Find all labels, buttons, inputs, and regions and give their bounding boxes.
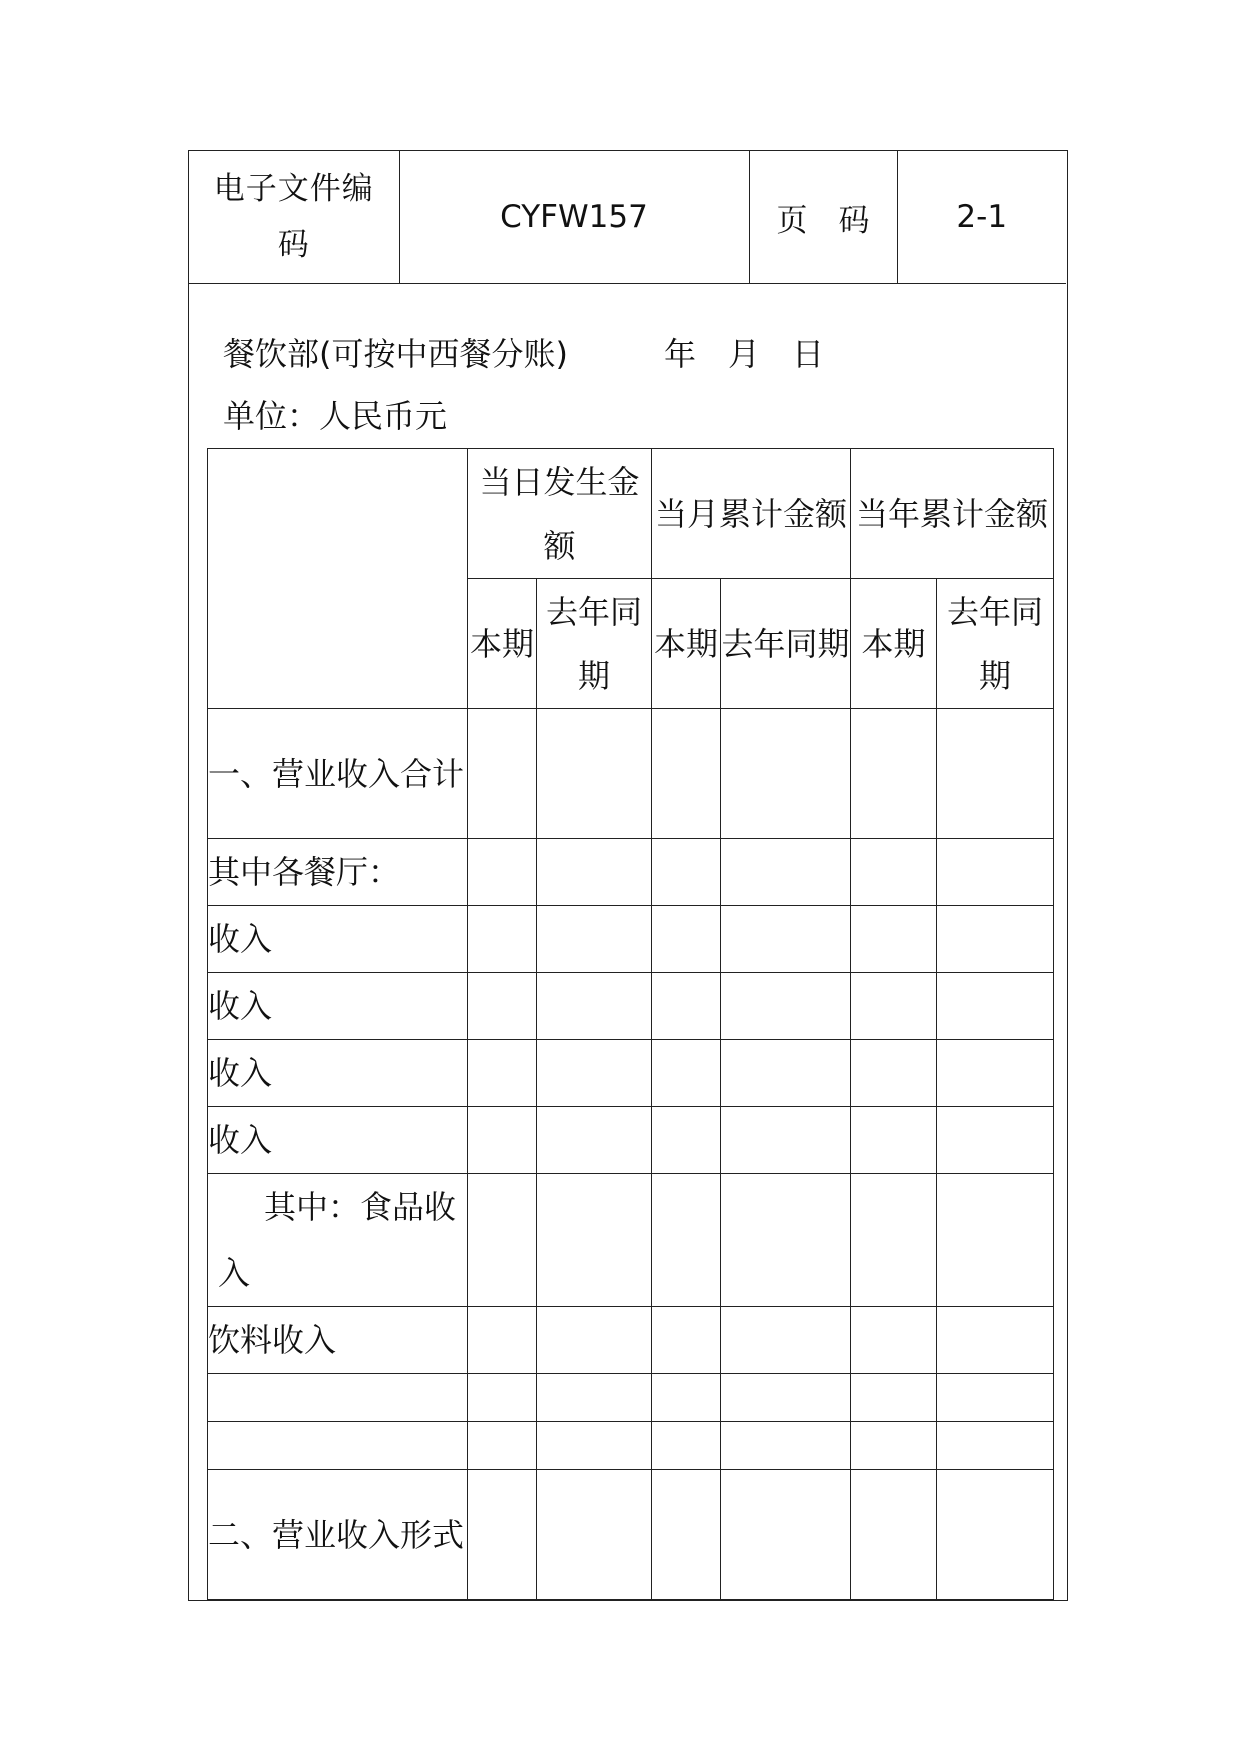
date-fields: 年 月 日 [663, 335, 824, 373]
data-cell [537, 839, 652, 906]
col-group-daily: 当日发生金额 [468, 449, 652, 579]
data-cell [537, 1107, 652, 1174]
data-cell [721, 1374, 851, 1422]
data-cell [468, 973, 537, 1040]
data-cell [652, 1174, 721, 1307]
file-code-label: 电子文件编码 [213, 171, 374, 263]
data-cell [652, 1107, 721, 1174]
data-cell [937, 1107, 1054, 1174]
data-cell [468, 1374, 537, 1422]
corner-header-cell [208, 449, 468, 709]
data-cell [468, 1470, 537, 1600]
table-row [208, 1107, 1054, 1174]
data-cell [721, 839, 851, 906]
document-header-table [189, 151, 1066, 284]
data-cell [468, 1422, 537, 1470]
data-cell [721, 1040, 851, 1107]
data-cell [851, 973, 937, 1040]
table-row [208, 1307, 1054, 1374]
file-code-value: CYFW157 [399, 151, 749, 284]
data-cell [537, 973, 652, 1040]
department-line [223, 329, 824, 375]
data-cell [468, 1107, 537, 1174]
data-cell [937, 906, 1054, 973]
table-row [208, 973, 1054, 1040]
data-cell [468, 839, 537, 906]
data-cell [537, 709, 652, 839]
data-cell [851, 1307, 937, 1374]
row-label-revenue: 收入 [208, 1107, 468, 1174]
row-label-restaurants: 其中各餐厅： [208, 839, 468, 906]
sub-col-monthly-lastyear: 去年同期 [721, 579, 851, 709]
data-cell [937, 839, 1054, 906]
data-cell [652, 1422, 721, 1470]
data-cell [468, 1040, 537, 1107]
sub-col-daily-lastyear: 去年同期 [537, 579, 652, 709]
sub-col-monthly-current: 本期 [652, 579, 721, 709]
data-cell [851, 1422, 937, 1470]
table-row [208, 709, 1054, 839]
row-label-total-revenue: 一、营业收入合计 [208, 709, 468, 839]
data-cell [851, 1174, 937, 1307]
data-cell [937, 1422, 1054, 1470]
data-cell [652, 1374, 721, 1422]
col-group-monthly: 当月累计金额 [652, 449, 851, 579]
data-cell [537, 906, 652, 973]
data-cell [937, 1470, 1054, 1600]
row-label-beverage-revenue: 饮料收入 [208, 1307, 468, 1374]
data-cell [851, 1470, 937, 1600]
table-row [208, 839, 1054, 906]
data-cell [537, 1307, 652, 1374]
data-cell [721, 1470, 851, 1600]
data-cell [721, 1107, 851, 1174]
data-cell [468, 709, 537, 839]
data-cell [652, 1040, 721, 1107]
col-group-yearly: 当年累计金额 [851, 449, 1054, 579]
data-cell [937, 1307, 1054, 1374]
data-cell [937, 709, 1054, 839]
row-label-empty [208, 1422, 468, 1470]
data-cell [851, 906, 937, 973]
data-cell [468, 906, 537, 973]
data-cell [537, 1470, 652, 1600]
department-label: 餐饮部(可按中西餐分账) [223, 335, 568, 373]
sub-col-yearly-current: 本期 [851, 579, 937, 709]
row-label-empty [208, 1374, 468, 1422]
data-cell [537, 1374, 652, 1422]
data-cell [937, 1174, 1054, 1307]
document-frame [188, 150, 1068, 1601]
table-row [208, 1374, 1054, 1422]
data-cell [721, 1422, 851, 1470]
data-cell [851, 1040, 937, 1107]
data-cell [537, 1422, 652, 1470]
page-value: 2-1 [897, 151, 1066, 284]
row-label-revenue-form: 二、营业收入形式 [208, 1470, 468, 1600]
row-label-revenue: 收入 [208, 973, 468, 1040]
table-row [208, 906, 1054, 973]
revenue-table [207, 448, 1054, 1600]
data-cell [721, 906, 851, 973]
data-cell [537, 1174, 652, 1307]
data-cell [652, 1307, 721, 1374]
data-cell [652, 906, 721, 973]
data-cell [937, 1374, 1054, 1422]
data-cell [937, 1040, 1054, 1107]
data-cell [652, 839, 721, 906]
unit-line: 单位：人民币元 [223, 397, 448, 435]
sub-col-yearly-lastyear: 去年同期 [937, 579, 1054, 709]
data-cell [537, 1040, 652, 1107]
data-cell [721, 709, 851, 839]
table-row [208, 1422, 1054, 1470]
sub-col-daily-current: 本期 [468, 579, 537, 709]
page-label: 页 码 [749, 151, 897, 284]
table-row [208, 1174, 1054, 1307]
row-label-revenue: 收入 [208, 1040, 468, 1107]
data-cell [652, 709, 721, 839]
row-label-revenue: 收入 [208, 906, 468, 973]
data-cell [721, 1174, 851, 1307]
data-cell [851, 839, 937, 906]
row-label-food-revenue [208, 1174, 468, 1307]
data-cell [721, 1307, 851, 1374]
file-code-label-cell [189, 151, 399, 284]
table-row [208, 1470, 1054, 1600]
data-cell [468, 1307, 537, 1374]
row-label-food-revenue-text: 其中：食品收入 [218, 1188, 457, 1292]
data-cell [468, 1174, 537, 1307]
table-row [208, 1040, 1054, 1107]
data-cell [652, 973, 721, 1040]
data-cell [652, 1470, 721, 1600]
data-cell [851, 1107, 937, 1174]
data-cell [721, 973, 851, 1040]
data-cell [851, 1374, 937, 1422]
data-cell [937, 973, 1054, 1040]
data-cell [851, 709, 937, 839]
